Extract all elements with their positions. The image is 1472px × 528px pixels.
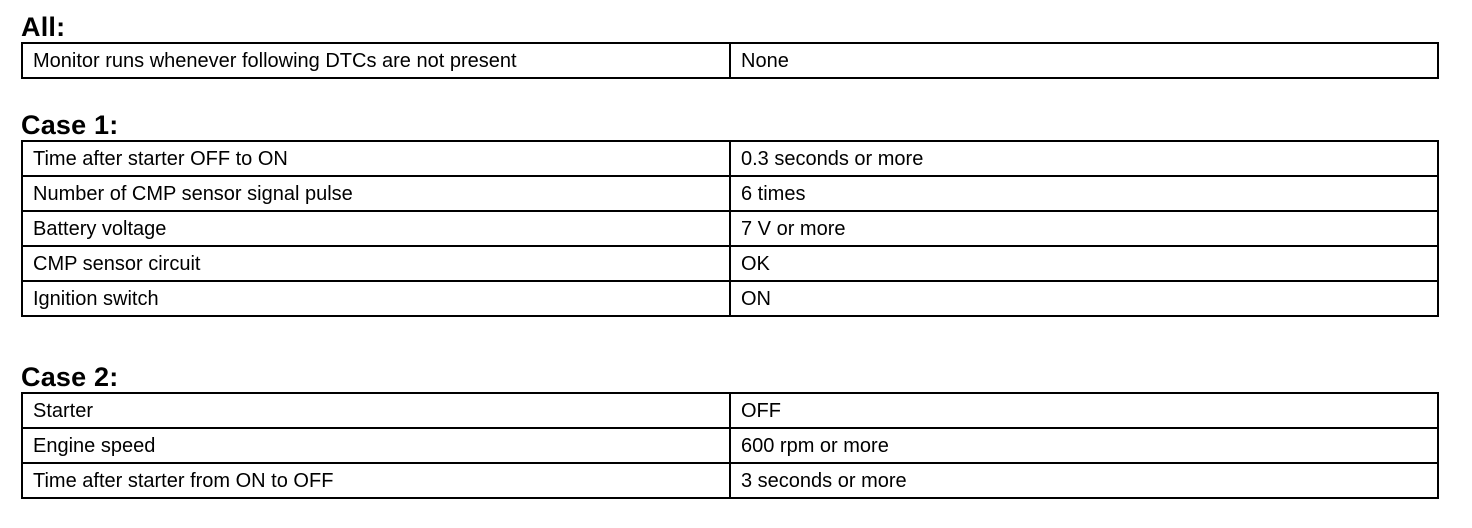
conditions-table [21, 42, 1439, 79]
conditions-table [21, 140, 1439, 317]
section-title: Case 1: [21, 110, 119, 140]
section-case-1 [21, 110, 1437, 317]
section-title: All: [21, 12, 66, 42]
condition-label: Number of CMP sensor signal pulse [22, 176, 730, 211]
condition-value: 6 times [730, 176, 1438, 211]
section-all [21, 12, 1437, 79]
condition-label: Engine speed [22, 428, 730, 463]
condition-label: Battery voltage [22, 211, 730, 246]
conditions-table [21, 392, 1439, 499]
table-row [22, 463, 1438, 498]
condition-value: OFF [730, 393, 1438, 428]
condition-label: Time after starter OFF to ON [22, 141, 730, 176]
condition-value: OK [730, 246, 1438, 281]
table-row [22, 141, 1438, 176]
section-title: Case 2: [21, 362, 119, 392]
condition-value: ON [730, 281, 1438, 316]
section-case-2 [21, 362, 1437, 499]
table-row [22, 428, 1438, 463]
condition-value: 7 V or more [730, 211, 1438, 246]
table-row [22, 211, 1438, 246]
condition-label: Ignition switch [22, 281, 730, 316]
table-row [22, 43, 1438, 78]
table-row [22, 281, 1438, 316]
condition-value: 3 seconds or more [730, 463, 1438, 498]
table-row [22, 393, 1438, 428]
condition-label: Monitor runs whenever following DTCs are not present [22, 43, 730, 78]
condition-value: 0.3 seconds or more [730, 141, 1438, 176]
condition-value: 600 rpm or more [730, 428, 1438, 463]
table-row [22, 246, 1438, 281]
condition-label: Time after starter from ON to OFF [22, 463, 730, 498]
condition-label: CMP sensor circuit [22, 246, 730, 281]
table-row [22, 176, 1438, 211]
condition-value: None [730, 43, 1438, 78]
condition-label: Starter [22, 393, 730, 428]
